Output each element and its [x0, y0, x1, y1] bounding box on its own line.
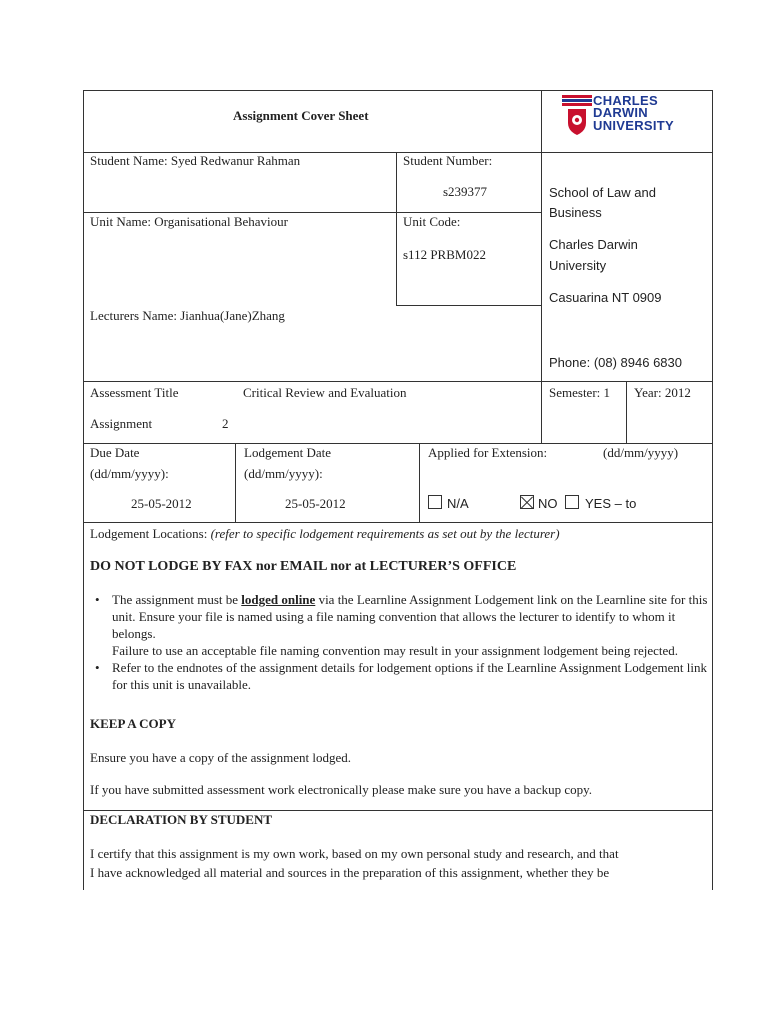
rule	[83, 90, 84, 890]
declaration-text: I have acknowledged all material and sources in the preparation of this assignment, whether they be	[90, 865, 610, 880]
logo-text: UNIVERSITY	[593, 118, 675, 133]
due-date-value: 25-05-2012	[131, 496, 192, 511]
school-address-line: Business	[549, 205, 602, 220]
declaration-text: I certify that this assignment is my own work, based on my own personal study and research, and that	[90, 846, 619, 861]
lodgement-warning: DO NOT LODGE BY FAX nor EMAIL nor at LECTURER’S OFFICE	[90, 559, 517, 574]
lodgement-date-value: 25-05-2012	[285, 496, 346, 511]
school-address-line: Charles Darwin	[549, 237, 638, 252]
logo-text: DARWIN	[593, 105, 648, 120]
assessment-title-value: Critical Review and Evaluation	[243, 385, 407, 400]
checkbox-na[interactable]	[428, 495, 442, 509]
due-date-format: (dd/mm/yyyy):	[90, 466, 169, 481]
rule	[83, 90, 713, 91]
extension-label: Applied for Extension:	[428, 445, 548, 460]
unit-code-label: Unit Code:	[403, 214, 461, 229]
due-date-label: Due Date	[90, 445, 140, 460]
lodgement-date-label: Lodgement Date	[244, 445, 331, 460]
student-name-field	[90, 152, 300, 169]
lodged-online-text: lodged online	[241, 592, 316, 607]
checkbox-na-label: N/A	[447, 496, 469, 511]
assignment-number: 2	[222, 416, 229, 431]
rule	[83, 381, 713, 382]
page-title: Assignment Cover Sheet	[233, 108, 369, 123]
bullet-text: Failure to use an acceptable file naming convention may result in your assignment lodgement being rejected.	[112, 643, 679, 658]
rule	[396, 152, 397, 305]
assessment-title-label: Assessment Title	[90, 385, 179, 400]
student-name-value: Syed Redwanur Rahman	[170, 153, 301, 168]
rule	[712, 90, 713, 890]
logo-text: CHARLES	[593, 93, 658, 108]
extension-format: (dd/mm/yyyy)	[603, 445, 679, 460]
lecturer-name: Jianhua(Jane)Zhang	[180, 308, 285, 323]
rule	[419, 443, 420, 522]
lodgement-locations	[90, 525, 560, 542]
keep-copy-text: If you have submitted assessment work electronically please make sure you have a backup copy.	[90, 782, 593, 797]
lodgement-date-format: (dd/mm/yyyy):	[244, 466, 323, 481]
student-name-label: Student Name:	[90, 153, 168, 168]
bullet-text: The assignment must be	[112, 592, 242, 607]
bullet-text: via the Learnline Assignment Lodgement link on the Learnline site for this unit. Ensure your file is named using a file naming convention that allows the lecturer to identify to whom it belongs.	[112, 592, 708, 641]
declaration-heading: DECLARATION BY STUDENT	[90, 812, 273, 827]
lodgement-locations-note: (refer to specific lodgement requirements as set out by the lecturer)	[210, 526, 560, 541]
unit-name-label: Unit Name:	[90, 214, 152, 229]
keep-copy-heading: KEEP A COPY	[90, 716, 176, 731]
lecturer-field	[90, 307, 285, 324]
checkbox-yes-label: YES – to	[585, 496, 637, 511]
unit-name-field	[90, 213, 288, 230]
school-address-line: Casuarina NT 0909	[549, 290, 662, 305]
rule	[541, 90, 542, 443]
list-item	[90, 659, 708, 693]
list-item	[90, 591, 708, 659]
checkbox-yes[interactable]	[565, 495, 579, 509]
cover-sheet	[83, 90, 713, 890]
rule	[83, 522, 713, 523]
lecturer-label: Lecturers Name:	[90, 308, 177, 323]
lodgement-bullets	[90, 591, 708, 693]
checkbox-no[interactable]	[520, 495, 534, 509]
rule	[396, 305, 541, 306]
lodgement-locations-label: Lodgement Locations:	[90, 526, 208, 541]
rule	[626, 381, 627, 443]
rule	[235, 443, 236, 522]
student-number-label: Student Number:	[403, 153, 493, 168]
checkbox-no-label: NO	[538, 496, 558, 511]
year: Year: 2012	[634, 385, 691, 400]
flag-shield-icon	[562, 95, 592, 137]
university-logo	[562, 95, 702, 139]
bullet-icon: •	[95, 592, 100, 607]
bullet-icon: •	[95, 660, 100, 675]
bullet-text: Refer to the endnotes of the assignment details for lodgement options if the Learnline Assignment Lodgement link for this unit is unavailable.	[112, 660, 707, 692]
school-phone: Phone: (08) 8946 6830	[549, 355, 682, 370]
assignment-label: Assignment	[90, 416, 153, 431]
unit-name-value: Organisational Behaviour	[154, 214, 288, 229]
school-address-line: University	[549, 258, 607, 273]
keep-copy-text: Ensure you have a copy of the assignment lodged.	[90, 750, 352, 765]
school-address-line: School of Law and	[549, 185, 656, 200]
student-number-value: s239377	[443, 184, 488, 199]
semester: Semester: 1	[549, 385, 611, 400]
unit-code-value: s112 PRBM022	[403, 247, 486, 262]
